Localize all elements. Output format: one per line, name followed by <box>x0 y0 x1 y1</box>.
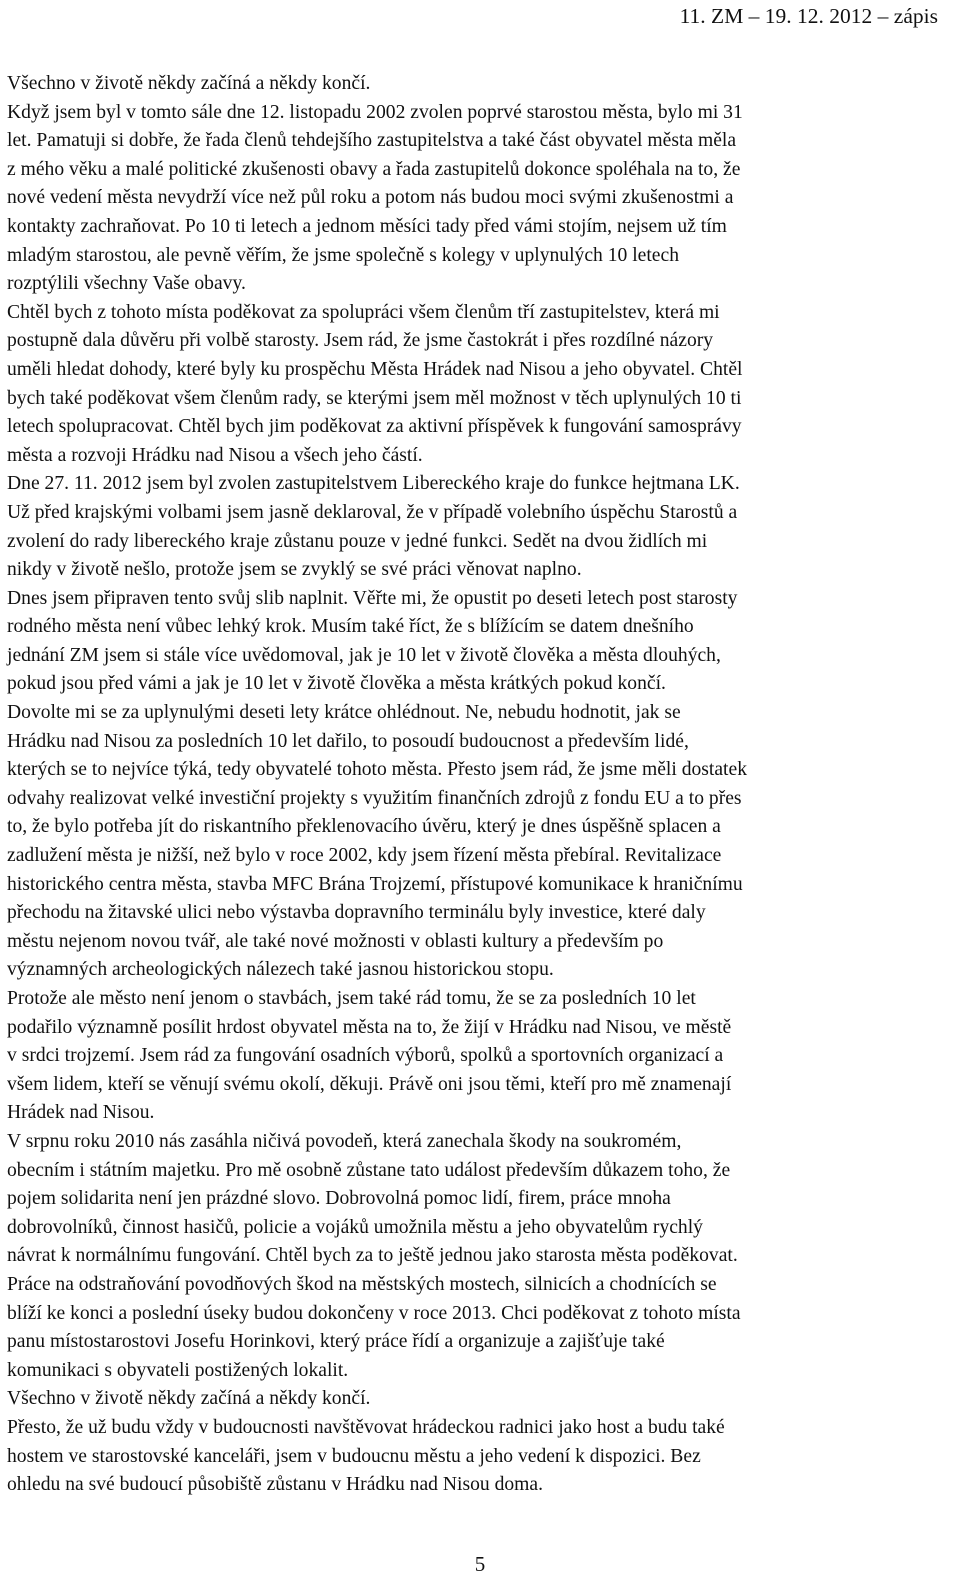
text-line: Dne 27. 11. 2012 jsem byl zvolen zastupitelstvem Libereckého kraje do funkce hejtmana LK. <box>7 473 740 495</box>
text-line: Dnes jsem připraven tento svůj slib naplnit. Věřte mi, že opustit po deseti letech post starosty <box>7 587 738 609</box>
text-line: Práce na odstraňování povodňových škod na městských mostech, silnicích a chodnících se <box>7 1273 717 1295</box>
text-line: Protože ale město není jenom o stavbách, jsem také rád tomu, že se za posledních 10 let <box>7 988 696 1009</box>
text-line: let. Pamatuji si dobře, že řada členů tehdejšího zastupitelstva a také část obyvatel města měla <box>7 130 737 152</box>
text-line: městu nejenom novou tvář, ale také nové možnosti v oblasti kultury a především po <box>7 930 664 952</box>
text-line: nové vedení města nevydrží více než půl roku a potom nás budou moci svými zkušenostmi a <box>7 187 734 209</box>
text-line: letech spolupracovat. Chtěl bych jim poděkovat za aktivní příspěvek k fungování samosprávy <box>7 416 742 438</box>
text-line: jednání ZM jsem si stále více uvědomoval, jak je 10 let v životě člověka a města dlouhých, <box>7 644 721 666</box>
text-line: Hrádek nad Nisou. <box>7 1102 155 1124</box>
text-line: města a rozvoji Hrádku nad Nisou a všech jeho částí. <box>7 444 423 466</box>
text-line: komunikaci s obyvateli postižených lokalit. <box>7 1359 349 1381</box>
text-line: panu místostarostovi Josefu Horinkovi, který práce řídí a organizuje a zajišťuje také <box>7 1331 665 1353</box>
text-line: uměli hledat dohody, které byly ku prospěchu Města Hrádek nad Nisou a jeho obyvatel. Chtěl <box>7 358 743 380</box>
text-line: zadlužení města je nižší, než bylo v roce 2002, kdy jsem řízení města přebíral. Revitalizace <box>7 845 722 867</box>
text-line: významných archeologických nálezech také jasnou historickou stopu. <box>7 959 554 981</box>
text-line: to, že bylo potřeba jít do riskantního překlenovacího úvěru, který je dnes úspěšně splacen a <box>7 816 721 838</box>
text-line: přechodu na žitavské ulici nebo výstavba dopravního terminálu byly investice, které daly <box>7 902 706 924</box>
text-line: Všechno v životě někdy začíná a někdy končí. <box>7 73 371 94</box>
text-line: podařilo významně posílit hrdost obyvatel města na to, že žijí v Hrádku nad Nisou, ve městě <box>7 1016 732 1038</box>
text-line: Všechno v životě někdy začíná a někdy končí. <box>7 1388 371 1410</box>
text-line: hostem ve starostovské kanceláři, jsem v budoucnu městu a jeho vedení k dispozici. Bez <box>7 1445 701 1467</box>
page-header: 11. ZM – 19. 12. 2012 – zápis <box>679 4 938 28</box>
text-line: z mého věku a malé politické zkušenosti obavy a řada zastupitelů dokonce spoléhala na to, že <box>7 158 741 180</box>
text-line: Chtěl bych z tohoto místa poděkovat za spolupráci všem členům tří zastupitelstev, která mi <box>7 301 720 323</box>
text-line: kontakty zachraňovat. Po 10 ti letech a jednom měsíci tady před vámi stojím, nejsem už tím <box>7 215 727 237</box>
text-line: ohledu na své budoucí působiště zůstanu v Hrádku nad Nisou doma. <box>7 1474 544 1496</box>
text-line: Už před krajskými volbami jsem jasně deklaroval, že v případě volebního úspěchu Starostů a <box>7 501 738 523</box>
text-line: v srdci trojzemí. Jsem rád za fungování osadních výborů, spolků a sportovních organizací a <box>7 1045 724 1067</box>
text-line: bych také poděkovat všem členům rady, se kterými jsem měl možnost v těch uplynulých 10 ti <box>7 387 742 409</box>
text-line: obecním i státním majetku. Pro mě osobně zůstane tato událost především důkazem toho, že <box>7 1159 731 1181</box>
text-line: nikdy v životě nešlo, protože jsem se zvyklý se své práci věnovat naplno. <box>7 559 582 581</box>
text-line: Hrádku nad Nisou za posledních 10 let dařilo, to posoudí budoucnost a především lidé, <box>7 730 689 752</box>
text-line: Dovolte mi se za uplynulými deseti lety krátce ohlédnout. Ne, nebudu hodnotit, jak se <box>7 702 681 724</box>
text-line: všem lidem, kteří se věnují svému okolí, děkuji. Právě oni jsou těmi, kteří pro mě znamenají <box>7 1073 732 1095</box>
text-line: historického centra města, stavba MFC Brána Trojzemí, přístupové komunikace k hraničnímu <box>7 873 743 895</box>
text-line: dobrovolníků, činnost hasičů, policie a vojáků umožnila městu a jeho obyvatelům rychlý <box>7 1216 703 1238</box>
text-line: zvolení do rady libereckého kraje zůstanu pouze v jedné funkci. Sedět na dvou židlích mi <box>7 530 708 552</box>
text-line: blíží ke konci a poslední úseky budou dokončeny v roce 2013. Chci poděkovat z tohoto místa <box>7 1302 741 1324</box>
text-line: odvahy realizovat velké investiční projekty s využitím finančních zdrojů z fondu EU a to přes <box>7 787 742 809</box>
text-line: pokud jsou před vámi a jak je 10 let v životě člověka a města krátkých pokud končí. <box>7 673 666 695</box>
text-line: Když jsem byl v tomto sále dne 12. listopadu 2002 zvolen poprvé starostou města, bylo mi 31 <box>7 101 743 123</box>
text-line: postupně dala důvěru při volbě starosty. Jsem rád, že jsme častokrát i přes rozdílné názory <box>7 330 714 352</box>
text-line: pojem solidarita není jen prázdné slovo. Dobrovolná pomoc lidí, firem, práce mnoha <box>7 1188 671 1210</box>
text-line: návrat k normálnímu fungování. Chtěl bych za to ještě jednou jako starosta města poděkovat. <box>7 1245 738 1267</box>
text-line: mladým starostou, ale pevně věřím, že jsme společně s kolegy v uplynulých 10 letech <box>7 244 679 266</box>
text-line: V srpnu roku 2010 nás zasáhla ničivá povodeň, která zanechala škody na soukromém, <box>7 1130 682 1152</box>
text-line: rodného města není vůbec lehký krok. Musím také říct, že s blížícím se datem dnešního <box>7 616 694 638</box>
page-number: 5 <box>474 1552 486 1576</box>
text-line: kterých se to nejvíce týká, tedy obyvatelé tohoto města. Přesto jsem rád, že jsme měli dostatek <box>7 759 747 781</box>
text-line: Přesto, že už budu vždy v budoucnosti navštěvovat hrádeckou radnici jako host a budu také <box>7 1416 725 1438</box>
text-line: rozptýlili všechny Vaše obavy. <box>7 273 246 295</box>
document-body <box>7 70 953 1500</box>
